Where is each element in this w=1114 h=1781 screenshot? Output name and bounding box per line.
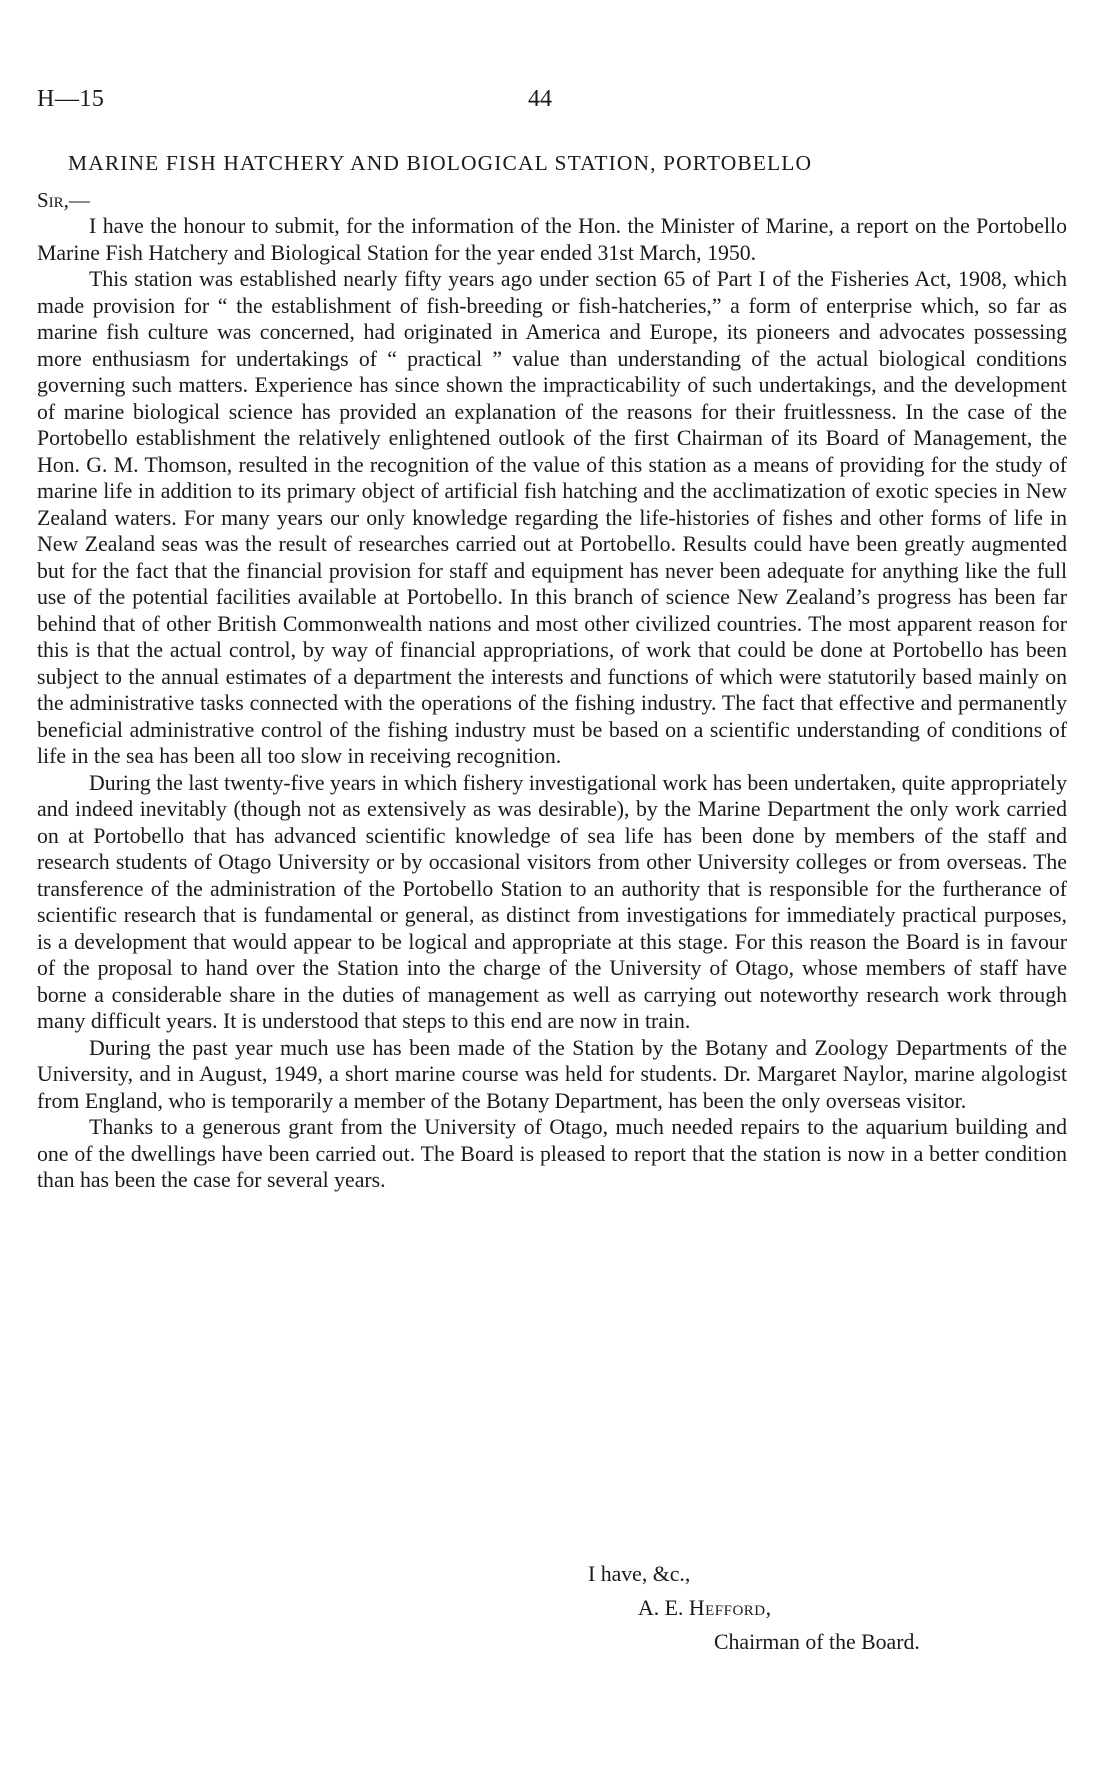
report-title: MARINE FISH HATCHERY AND BIOLOGICAL STATION, PORTOBELLO — [68, 151, 813, 175]
paragraph-history: This station was established nearly fifty years ago under section 65 of Part I of the Fisheries Act, 1908, which made provision for “ the establishment of fish-breeding or fish-hatcheries,” a form of enterprise which, so far as marine fish culture was concerned, had originated in America and Europe, its pioneers and advocates possessing more enthusiasm for undertakings of “ practical ” value than understanding of the actual biological conditions governing such matters. Experience has since shown the impracticability of such undertakings, and the development of marine biological science has provided an explanation of the reasons for their fruitlessness. In the case of the Portobello establishment the relatively enlightened outlook of the first Chairman of its Board of Management, the Hon. G. M. Thomson, resulted in the recognition of the value of this station as a means of providing for the study of marine life in addition to its primary object of artificial fish hatching and the acclimatization of exotic species in New Zealand waters. For many years our only knowledge regarding the life-histories of fishes and other forms of life in New Zealand seas was the result of researches carried out at Portobello. Results could have been greatly augmented but for the fact that the financial provision for staff and equipment has never been adequate for anything like the full use of the potential facilities available at Portobello. In this branch of science New Zealand’s progress has been far behind that of other British Commonwealth nations and most other civilized countries. The most apparent reason for this is that the actual control, by way of financial appropriations, of work that could be done at Portobello has been subject to the annual estimates of a department the interests and functions of which were statutorily based mainly on the administrative tasks connected with the operations of the fishing industry. The fact that effective and permanently beneficial administrative control of the fishing industry must be based on a scientific understanding of conditions of life in the sea has been all too slow in receiving recognition. — [37, 267, 1067, 768]
paragraph-repairs: Thanks to a generous grant from the University of Otago, much needed repairs to the aquarium building and one of the dwellings have been carried out. The Board is pleased to report that the station is now in a better condition than has been the case for several years. — [37, 1115, 1067, 1192]
report-body — [37, 213, 1067, 1194]
page-number: 44 — [528, 86, 552, 112]
paragraph-transfer: During the last twenty-five years in which fishery investigational work has been undertaken, quite appropriately and indeed inevitably (though not as extensively as was desirable), by the Marine Department the only work carried on at Portobello that has advanced scientific knowledge of sea life has been done by members of the staff and research students of Otago University or by occasional visitors from other University colleges or from overseas. The transference of the administration of the Portobello Station to an authority that is responsible for the furtherance of scientific research that is fundamental or general, as distinct from investigations for immediately practical purposes, is a development that would appear to be logical and appropriate at this stage. For this reason the Board is in favour of the proposal to hand over the Station into the charge of the University of Otago, whose members of staff have borne a considerable share in the duties of management as well as carrying out noteworthy research work through many difficult years. It is understood that steps to this end are now in train. — [37, 770, 1067, 1033]
signature-role: Chairman of the Board. — [714, 1630, 920, 1654]
signature-greeting: I have, &c., — [588, 1562, 691, 1586]
paragraph-intro: I have the honour to submit, for the information of the Hon. the Minister of Marine, a report on the Portobello Marine Fish Hatchery and Biological Station for the year ended 31st March, 1950. — [37, 214, 1067, 265]
signature-surname: Hefford, — [688, 1596, 772, 1620]
paragraph-use: During the past year much use has been made of the Station by the Botany and Zoology Departments of the University, and in August, 1949, a short marine course was held for students. Dr. Margaret Naylor, marine algologist from England, who is temporarily a member of the Botany Department, has been the only overseas visitor. — [37, 1035, 1067, 1113]
page-code: H—15 — [37, 86, 105, 112]
signature-initials: A. E. — [638, 1596, 684, 1620]
signature-name — [638, 1596, 772, 1621]
salutation: Sir,— — [37, 188, 90, 212]
